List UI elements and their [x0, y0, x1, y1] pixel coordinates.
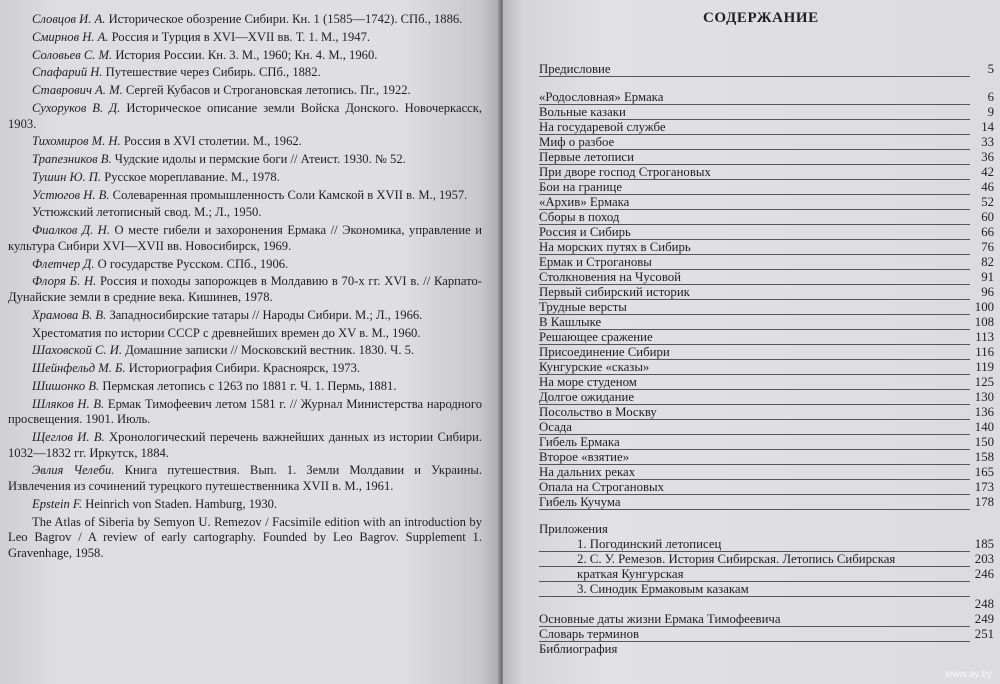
bibliography-author: Щеглов И. В.: [32, 430, 105, 444]
bibliography-entry: [8, 12, 482, 28]
contents-entry-page: 165: [974, 465, 994, 479]
contents-entry-page: 203: [974, 552, 994, 566]
contents-entry: [539, 522, 994, 537]
contents-entry: [539, 300, 994, 315]
contents-entry-title: Опала на Строгановых: [539, 480, 665, 494]
bibliography-text: Домашние записки // Московский вестник. 1830. Ч. 5.: [125, 343, 415, 358]
contents-entry-page: 130: [974, 390, 994, 404]
bibliography-entry: [8, 274, 482, 305]
bibliography-author: Шаховской С. И.: [32, 343, 122, 358]
contents-entry-title: Осада: [539, 420, 572, 434]
contents-entry-page: 33: [981, 135, 994, 149]
bibliography-author: Epstein F.: [32, 496, 83, 511]
bibliography-text: Русское мореплавание. М., 1978.: [104, 169, 280, 184]
bibliography-author: Спафарий Н.: [32, 65, 103, 80]
contents-entry: [539, 390, 994, 405]
bibliography-list: [8, 12, 482, 564]
contents-entry-page: 76: [981, 240, 994, 254]
bibliography-entry: [8, 188, 482, 204]
contents-entry-page: 14: [981, 120, 994, 134]
bibliography-text: Россия и Турция в XVI—XVII вв. Т. 1. М., 1947.: [111, 29, 371, 44]
contents-entry-page: 116: [975, 345, 994, 359]
contents-entry: [539, 537, 994, 552]
contents-entry: [539, 270, 994, 285]
contents-entry-page: 36: [981, 150, 994, 164]
contents-entry-page: 136: [974, 405, 994, 419]
bibliography-author: Тихомиров М. Н.: [32, 134, 121, 149]
contents-entry-page: 82: [981, 255, 994, 269]
contents-entry-title: «Родословная» Ермака: [539, 90, 664, 104]
bibliography-entry: [8, 152, 482, 168]
contents-entry-title: «Архив» Ермака: [539, 195, 630, 209]
bibliography-entry: [8, 343, 482, 359]
contents-entry-page: 185: [974, 537, 994, 551]
contents-entry: [539, 582, 994, 597]
contents-entry-title: Гибель Кучума: [539, 495, 621, 509]
bibliography-author: Флоря Б. Н.: [32, 274, 97, 289]
contents-entry-title: Присоединение Сибири: [539, 345, 670, 359]
contents-entry: [539, 285, 994, 300]
bibliography-text: Ермак Тимофеевич летом 1581 г. // Журнал Министерства народного просвещения. 1901. Июль.: [8, 396, 482, 427]
contents-entry: [539, 195, 994, 210]
contents-entry-title: Гибель Ермака: [539, 435, 620, 449]
bibliography-entry: [8, 515, 482, 562]
bibliography-text: Западносибирские татары // Народы Сибири. М.; Л., 1966.: [109, 307, 423, 322]
bibliography-text: Историческое обозрение Сибири. Кн. 1 (1585—1742). СПб., 1886.: [108, 12, 463, 26]
bibliography-text: Историография Сибири. Красноярск, 1973.: [128, 361, 361, 376]
bibliography-entry: [8, 257, 482, 273]
contents-entry: [539, 225, 994, 240]
contents-entry: [539, 612, 994, 627]
contents-entry-title: Библиография: [539, 642, 618, 656]
contents-entry-title: краткая Кунгурская: [577, 567, 684, 581]
bibliography-entry: [8, 170, 482, 186]
contents-entry-title: Сборы в поход: [539, 210, 620, 224]
contents-entry: [539, 627, 994, 642]
contents-entry: [539, 315, 994, 330]
contents-entry: [539, 330, 994, 345]
bibliography-author: Фиалков Д. Н.: [32, 223, 110, 238]
contents-entry: [539, 465, 994, 480]
bibliography-entry: [8, 101, 482, 132]
contents-entry: [539, 567, 994, 582]
contents-entry-page: 140: [974, 420, 994, 434]
contents-entry-title: Второе «взятие»: [539, 450, 630, 464]
contents-entry-title: Первый сибирский историк: [539, 285, 690, 299]
bibliography-text: О месте гибели и захоронения Ермака // Экономика, управление и культура Сибири XVI—XVII вв. Новосибирск, 1969.: [8, 223, 482, 253]
bibliography-author: Ставрович А. М.: [32, 83, 123, 98]
contents-entry-page: 150: [974, 435, 994, 449]
contents-entry: [539, 360, 994, 375]
bibliography-author: Соловьев С. М.: [32, 47, 113, 62]
bibliography-text: Хронологический перечень важнейших данных из истории Сибири. 1032—1832 гг. Иркутск, 1884.: [8, 430, 482, 460]
bibliography-author: Шляков Н. В.: [32, 396, 105, 411]
bibliography-text: Путешествие через Сибирь. СПб., 1882.: [105, 65, 321, 80]
contents-entry-page: 113: [975, 330, 994, 344]
contents-entry: [539, 165, 994, 180]
bibliography-entry: [8, 361, 482, 377]
contents-entry-title: Трудные версты: [539, 300, 627, 314]
bibliography-author: Смирнов Н. А.: [32, 29, 109, 44]
bibliography-text: Устюжский летописный свод. М.; Л., 1950.: [32, 205, 262, 220]
bibliography-entry: [8, 134, 482, 150]
contents-entry-title: Предисловие: [539, 62, 611, 76]
bibliography-text: Heinrich von Staden. Hamburg, 1930.: [85, 496, 278, 511]
contents-entry-title: Миф о разбое: [539, 135, 615, 149]
bibliography-entry: [8, 308, 482, 324]
contents-entry-title: 2. С. У. Ремезов. История Сибирская. Летопись Сибирская: [577, 552, 896, 566]
contents-entry-page: 60: [981, 210, 994, 224]
bibliography-author: Словцов И. А.: [32, 12, 106, 26]
bibliography-entry: [8, 397, 482, 428]
bibliography-text: The Atlas of Siberia by Semyon U. Remezov / Facsimile edition with an introduction by Leo Bagrov / A review of early cartography. Founded by Leo Bagrov. Supplement 1. Gravenhage, 1958.: [8, 514, 482, 560]
bibliography-text: О государстве Русском. СПб., 1906.: [97, 256, 289, 271]
bibliography-author: Флетчер Д.: [32, 256, 95, 271]
bibliography-entry: [8, 497, 482, 513]
contents-entry-page: 158: [974, 450, 994, 464]
contents-entry: [539, 240, 994, 255]
bibliography-text: Чудские идолы и пермские боги // Атеист. 1930. № 52.: [114, 152, 406, 167]
contents-entry: [539, 405, 994, 420]
bibliography-entry: [8, 223, 482, 254]
contents-entry-title: Россия и Сибирь: [539, 225, 631, 239]
bibliography-text: Россия в XVI столетии. М., 1962.: [123, 134, 302, 149]
contents-entry: [539, 435, 994, 450]
contents-entry-page: 42: [981, 165, 994, 179]
contents-entry-title: Вольные казаки: [539, 105, 626, 119]
contents-entry: [539, 120, 994, 135]
contents-entry: [539, 62, 994, 77]
contents-entry: [539, 210, 994, 225]
contents-entry-title: Основные даты жизни Ермака Тимофеевича: [539, 612, 781, 626]
contents-entry-title: На государевой службе: [539, 120, 666, 134]
bibliography-author: Сухоруков В. Д.: [32, 100, 121, 115]
bibliography-entry: [8, 463, 482, 494]
bibliography-entry: [8, 379, 482, 395]
bibliography-author: Храмова В. В.: [32, 307, 107, 322]
contents-entry-page: 248: [974, 597, 994, 611]
contents-entry-page: 96: [981, 285, 994, 299]
contents-entry-page: 91: [981, 270, 994, 284]
contents-entry-title: Кунгурские «сказы»: [539, 360, 650, 374]
contents-entry-page: 66: [981, 225, 994, 239]
contents-entry: [539, 135, 994, 150]
contents-entry-page: 119: [975, 360, 994, 374]
contents-entry-page: 178: [974, 495, 994, 509]
contents-entry-title: Приложения: [539, 522, 608, 536]
bibliography-entry: [8, 65, 482, 81]
bibliography-text: Книга путешествия. Вып. 1. Земли Молдавии и Украины. Извлечения из сочинений турецкого путешественника XVII в. М., 1961.: [8, 463, 483, 493]
contents-entry-page: 249: [974, 612, 994, 626]
contents-entry-page: 52: [981, 195, 994, 209]
watermark: www.ay.by: [944, 669, 992, 680]
contents-entry: [539, 180, 994, 195]
bibliography-author: Эвлия Челеби.: [32, 463, 115, 478]
contents-entry: [539, 105, 994, 120]
contents-entry: [539, 345, 994, 360]
contents-entry: [539, 552, 994, 567]
contents-entry-page: 251: [974, 627, 994, 641]
bibliography-author: Трапезников В.: [32, 152, 112, 167]
contents-entry-title: Долгое ожидание: [539, 390, 635, 404]
contents-entry-title: Решающее сражение: [539, 330, 653, 344]
contents-entry: [539, 150, 994, 165]
bibliography-entry: [8, 83, 482, 99]
bibliography-entry: [8, 48, 482, 64]
contents-entry: [539, 420, 994, 435]
bibliography-entry: [8, 430, 482, 461]
bibliography-author: Шишонко В.: [32, 378, 100, 393]
contents-entry-title: При дворе господ Строгановых: [539, 165, 711, 179]
bibliography-author: Шейнфельд М. Б.: [32, 361, 126, 376]
bibliography-text: Сергей Кубасов и Строгановская летопись. Пг., 1922.: [125, 83, 411, 98]
bibliography-text: Россия и походы запорожцев в Молдавию в 70-х гг. XVI в. // Карпато-Дунайские земли в средние века. Кишинев, 1978.: [8, 274, 482, 304]
contents-entry-page: 100: [974, 300, 994, 314]
contents-entry-page: 125: [974, 375, 994, 389]
bibliography-entry: [8, 326, 482, 342]
bibliography-entry: [8, 30, 482, 46]
contents-entry-title: На морских путях в Сибирь: [539, 240, 691, 254]
contents-entry-title: Первые летописи: [539, 150, 634, 164]
bibliography-author: Устюгов Н. В.: [32, 187, 110, 202]
contents-entry: [539, 375, 994, 390]
contents-entry-page: 5: [987, 62, 994, 76]
contents-entry-page: 246: [974, 567, 994, 581]
contents-entry-title: 1. Погодинский летописец: [577, 537, 722, 551]
bibliography-text: Пермская летопись с 1263 по 1881 г. Ч. 1. Пермь, 1881.: [102, 378, 397, 393]
contents-entry-title: На море студеном: [539, 375, 637, 389]
contents-page: [503, 0, 1000, 684]
bibliography-text: Историческое описание земли Войска Донского. Новочеркасск, 1903.: [8, 100, 483, 131]
contents-entry-page: 108: [974, 315, 994, 329]
contents-entry-title: В Кашлыке: [539, 315, 602, 329]
contents-entry-title: Словарь терминов: [539, 627, 640, 641]
contents-entry: [539, 597, 994, 612]
contents-entry-page: 6: [987, 90, 994, 104]
bibliography-text: Хрестоматия по истории СССР с древнейших времен до XV в. М., 1960.: [32, 325, 421, 340]
contents-entry-page: 9: [987, 105, 994, 119]
contents-entry: [539, 480, 994, 495]
contents-entry-title: На дальних реках: [539, 465, 636, 479]
contents-entry-title: Бои на границе: [539, 180, 623, 194]
contents-entry-title: Ермак и Строгановы: [539, 255, 652, 269]
contents-entry-title: 3. Синодик Ермаковым казакам: [577, 582, 749, 596]
bibliography-text: История России. Кн. 3. М., 1960; Кн. 4. М., 1960.: [115, 47, 378, 62]
contents-title: СОДЕРЖАНИЕ: [703, 10, 819, 26]
contents-entry-title: Столкновения на Чусовой: [539, 270, 682, 284]
contents-entry-page: 46: [981, 180, 994, 194]
bibliography-text: Солеваренная промышленность Соли Камской в XVII в. М., 1957.: [112, 187, 468, 202]
contents-entry: [539, 255, 994, 270]
contents-entry: [539, 642, 994, 657]
bibliography-author: Тушин Ю. П.: [32, 169, 102, 184]
contents-entry-page: 173: [974, 480, 994, 494]
contents-entry: [539, 90, 994, 105]
contents-entry: [539, 495, 994, 510]
bibliography-entry: [8, 205, 482, 221]
contents-entry-title: Посольство в Москву: [539, 405, 657, 419]
contents-entry: [539, 450, 994, 465]
